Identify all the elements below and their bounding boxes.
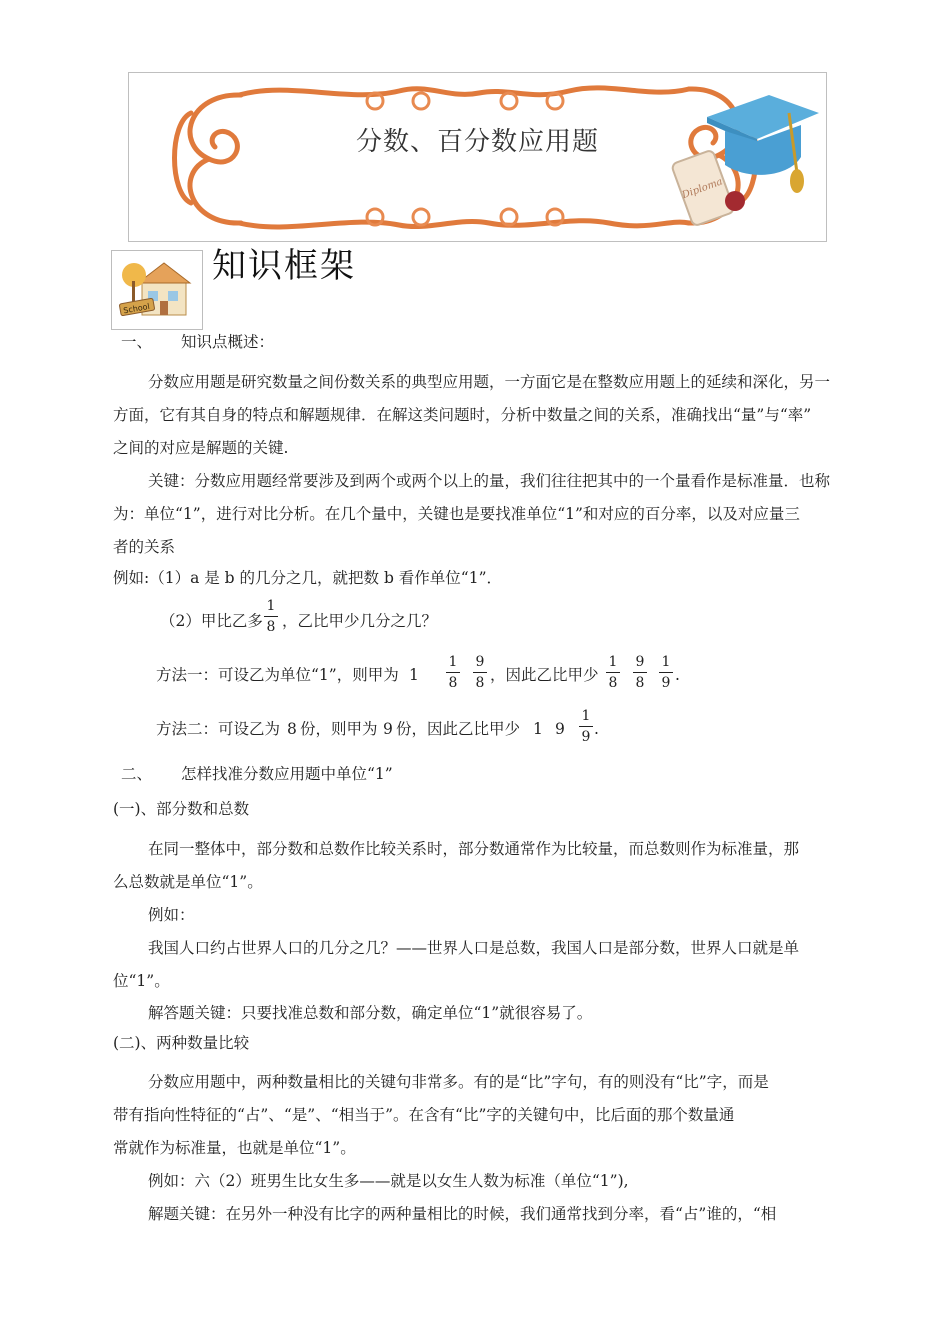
fraction: 9 8	[473, 654, 487, 691]
fraction: 9 8	[633, 654, 647, 691]
s2-sub1-p1-line1: 在同一整体中，部分数和总数作比较关系时，部分数通常作为比较量，而总数则作为标准量，那	[148, 840, 800, 858]
s1-heading-num: 一、	[121, 333, 153, 351]
s1-example1: 例如:（1）a 是 b 的几分之几，就把数 b 看作单位“1”．	[113, 569, 503, 587]
s2-sub1-p2-line2: 位“1”。	[113, 972, 170, 990]
fraction: 1 8	[606, 654, 620, 691]
fraction: 1 8	[264, 598, 278, 635]
s2-sub2-heading: (二)、两种数量比较	[113, 1034, 250, 1052]
school-logo	[111, 250, 203, 330]
title-banner	[128, 72, 827, 242]
s2-sub2-p1-line2: 带有指向性特征的“占”、“是”、“相当于”。在含有“比”字的关键句中，比后面的那个数量通	[113, 1106, 735, 1124]
s1-p2-line2: 为：单位“1”，进行对比分析。在几个量中，关键也是要找准单位“1”和对应的百分率，以及对应量三	[113, 505, 800, 523]
s2-heading-text: 怎样找准分数应用题中单位“1”	[181, 765, 393, 783]
s2-sub2-example: 例如：六（2）班男生比女生多——就是以女生人数为标准（单位“1”),	[148, 1172, 629, 1190]
s1-method2-nine: 9	[555, 720, 565, 738]
s1-p2-line1: 关键：分数应用题经常要涉及到两个或两个以上的量，我们往往把其中的一个量看作是标准量．也称	[148, 472, 831, 490]
s2-heading-num: 二、	[121, 765, 153, 783]
s1-heading-text: 知识点概述：	[181, 333, 275, 351]
s1-method1-a: 方法一：可设乙为单位“1”，则甲为	[156, 666, 399, 684]
s1-method2-b: 份，则甲为	[300, 720, 378, 738]
s1-p1-line3: 之间的对应是解题的关键.	[113, 439, 289, 457]
s2-sub2-key: 解题关键：在另外一种没有比字的两种量相比的时候，我们通常找到分率，看“占”谁的，“相	[148, 1205, 777, 1223]
s1-method2-8: 8	[287, 720, 297, 738]
school-house-icon	[112, 251, 202, 329]
s1-method2-a: 方法二：可设乙为	[156, 720, 281, 738]
s2-sub1-heading: (一)、部分数和总数	[113, 800, 250, 818]
s2-sub2-p1-line3: 常就作为标准量，也就是单位“1”。	[113, 1139, 356, 1157]
s1-example2-a: （2）甲比乙多	[160, 612, 263, 630]
s1-method1-one: 1	[409, 666, 419, 684]
s1-p1-line1: 分数应用题是研究数量之间份数关系的典型应用题，一方面它是在整数应用题上的延续和深化，另一	[148, 373, 831, 391]
s1-p2-line3: 者的关系	[113, 538, 176, 556]
s2-sub1-key: 解答题关键：只要找准总数和部分数，确定单位“1”就很容易了。	[148, 1004, 593, 1022]
s2-sub1-p1-line2: 么总数就是单位“1”。	[113, 873, 263, 891]
ornamental-frame-icon	[129, 73, 828, 243]
s2-sub2-p1-line1: 分数应用题中，两种数量相比的关键句非常多。有的是“比”字句，有的则没有“比”字，而是	[148, 1073, 769, 1091]
svg-text:School: School	[122, 301, 151, 316]
s1-p1-line2: 方面，它有其自身的特点和解题规律．在解这类问题时，分析中数量之间的关系，准确找出“量”与“率”	[113, 406, 812, 424]
section-heading: 知识框架	[212, 246, 356, 286]
s1-method2-c: 份，因此乙比甲少	[396, 720, 521, 738]
s2-sub1-example: 例如：	[148, 906, 195, 924]
s1-method2-end: .	[594, 720, 599, 738]
document-title: 分数、百分数应用题	[355, 127, 599, 157]
svg-text:Diploma: Diploma	[680, 176, 725, 202]
fraction: 1 9	[579, 708, 593, 745]
s1-method2-one: 1	[533, 720, 543, 738]
s1-method1-b: ，因此乙比甲少	[490, 666, 599, 684]
s1-method1-end: .	[675, 666, 680, 684]
fraction: 1 9	[659, 654, 673, 691]
fraction: 1 8	[446, 654, 460, 691]
s1-method2-9: 9	[383, 720, 393, 738]
s1-example2-b: ，乙比甲少几分之几？	[282, 612, 438, 630]
s2-sub1-p2-line1: 我国人口约占世界人口的几分之几？——世界人口是总数，我国人口是部分数，世界人口就是单	[148, 939, 800, 957]
